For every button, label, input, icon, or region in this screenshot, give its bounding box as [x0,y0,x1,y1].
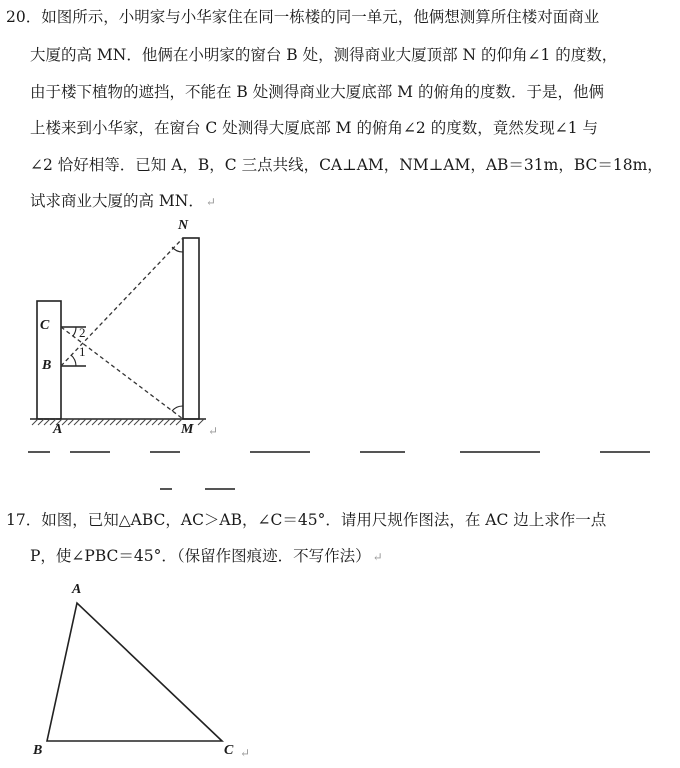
angle-label-2: 2 [79,325,86,340]
point-label-a: A [53,422,63,437]
return-mark-icon: ↵ [205,195,216,209]
problem17-line-2 [30,546,383,567]
return-mark-icon: ↵ [208,424,219,438]
problem20-line-6-text: 试求商业大厦的高 MN． [30,192,204,210]
point-label-n: N [178,218,189,233]
angle-label-1: 1 [79,344,86,359]
problem20-line-5: ∠2 恰好相等．已知 A，B，C 三点共线，CA⊥AM，NM⊥AM，AB＝31m，BC＝18m， [30,156,663,174]
problem20-line-4: 上楼来到小华家，在窗台 C 处测得大厦底部 M 的俯角∠2 的度数，竟然发现∠1 与 [30,119,598,137]
return-mark-icon: ↵ [240,746,251,760]
vertex-label-a: A [72,582,82,597]
problem17-line-2-text: P，使∠PBC＝45°．（保留作图痕迹．不写作法） [30,547,371,565]
vertex-label-b: B [33,743,43,758]
angle-1-arc [71,355,76,366]
problem20-line-2: 大厦的高 MN．他俩在小明家的窗台 B 处，测得商业大厦顶部 N 的仰角∠1 的度数， [30,46,618,64]
problem20-line-3: 由于楼下植物的遮挡，不能在 B 处测得商业大厦底部 M 的俯角的度数．于是，他俩 [30,83,604,101]
point-label-c: C [40,318,50,333]
point-label-m: M [181,422,194,437]
commercial-building [183,238,199,419]
problem17-line-1: 17．如图，已知△ABC，AC＞AB，∠C＝45°．请用尺规作图法，在 AC 边上求作一点 [6,511,607,529]
return-mark-icon: ↵ [372,550,383,564]
point-label-b: B [42,358,52,373]
angle-2-arc [73,327,76,336]
problem20-line-1: 20．如图所示，小明家与小华家住在同一栋楼的同一单元，他俩想测算所住楼对面商业 [6,8,600,26]
angle-m-arc [172,406,183,411]
vertex-label-c: C [224,743,234,758]
